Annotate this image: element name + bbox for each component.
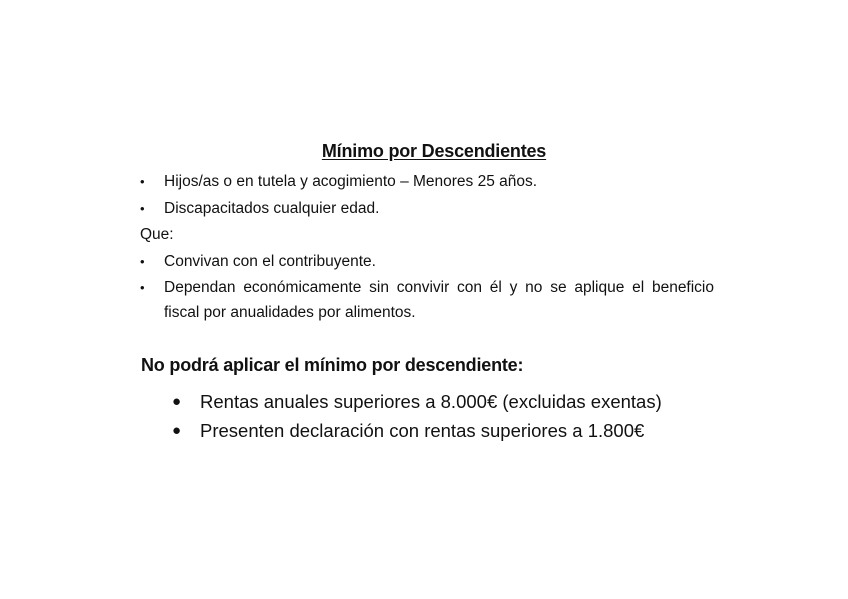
list-item: [140, 169, 714, 196]
list-item: [172, 417, 732, 446]
list-item-text: Rentas anuales superiores a 8.000€ (excluidas exentas): [200, 391, 662, 412]
list-item: [140, 196, 714, 223]
list-item-text: Discapacitados cualquier edad.: [164, 199, 380, 217]
exclusion-list: [172, 388, 732, 445]
list-item-text: Presenten declaración con rentas superiores a 1.800€: [200, 419, 645, 441]
first-bullet-list: [140, 169, 714, 222]
content-block: [140, 169, 714, 325]
bullet-icon: ●: [172, 421, 182, 439]
que-label: Que:: [140, 226, 174, 243]
bullet-icon: •: [140, 280, 145, 295]
list-item-text: Convivan con el contribuyente.: [164, 252, 376, 270]
bullet-icon: •: [140, 253, 145, 269]
bullet-icon: ●: [172, 393, 182, 410]
exclusion-heading: No podrá aplicar el mínimo por descendiente:: [141, 355, 524, 375]
list-item: [140, 249, 714, 276]
list-item: [140, 275, 714, 325]
list-item-text: Dependan económicamente sin convivir con él y no se aplique el beneficio fiscal por anualidades por alimentos.: [164, 279, 714, 321]
second-bullet-list: [140, 249, 714, 326]
slide-title: Mínimo por Descendientes: [321, 141, 547, 161]
list-item: [172, 388, 732, 417]
list-item-text: Hijos/as o en tutela y acogimiento – Menores 25 años.: [164, 173, 538, 190]
bullet-icon: •: [140, 174, 145, 189]
bullet-icon: •: [140, 200, 145, 216]
